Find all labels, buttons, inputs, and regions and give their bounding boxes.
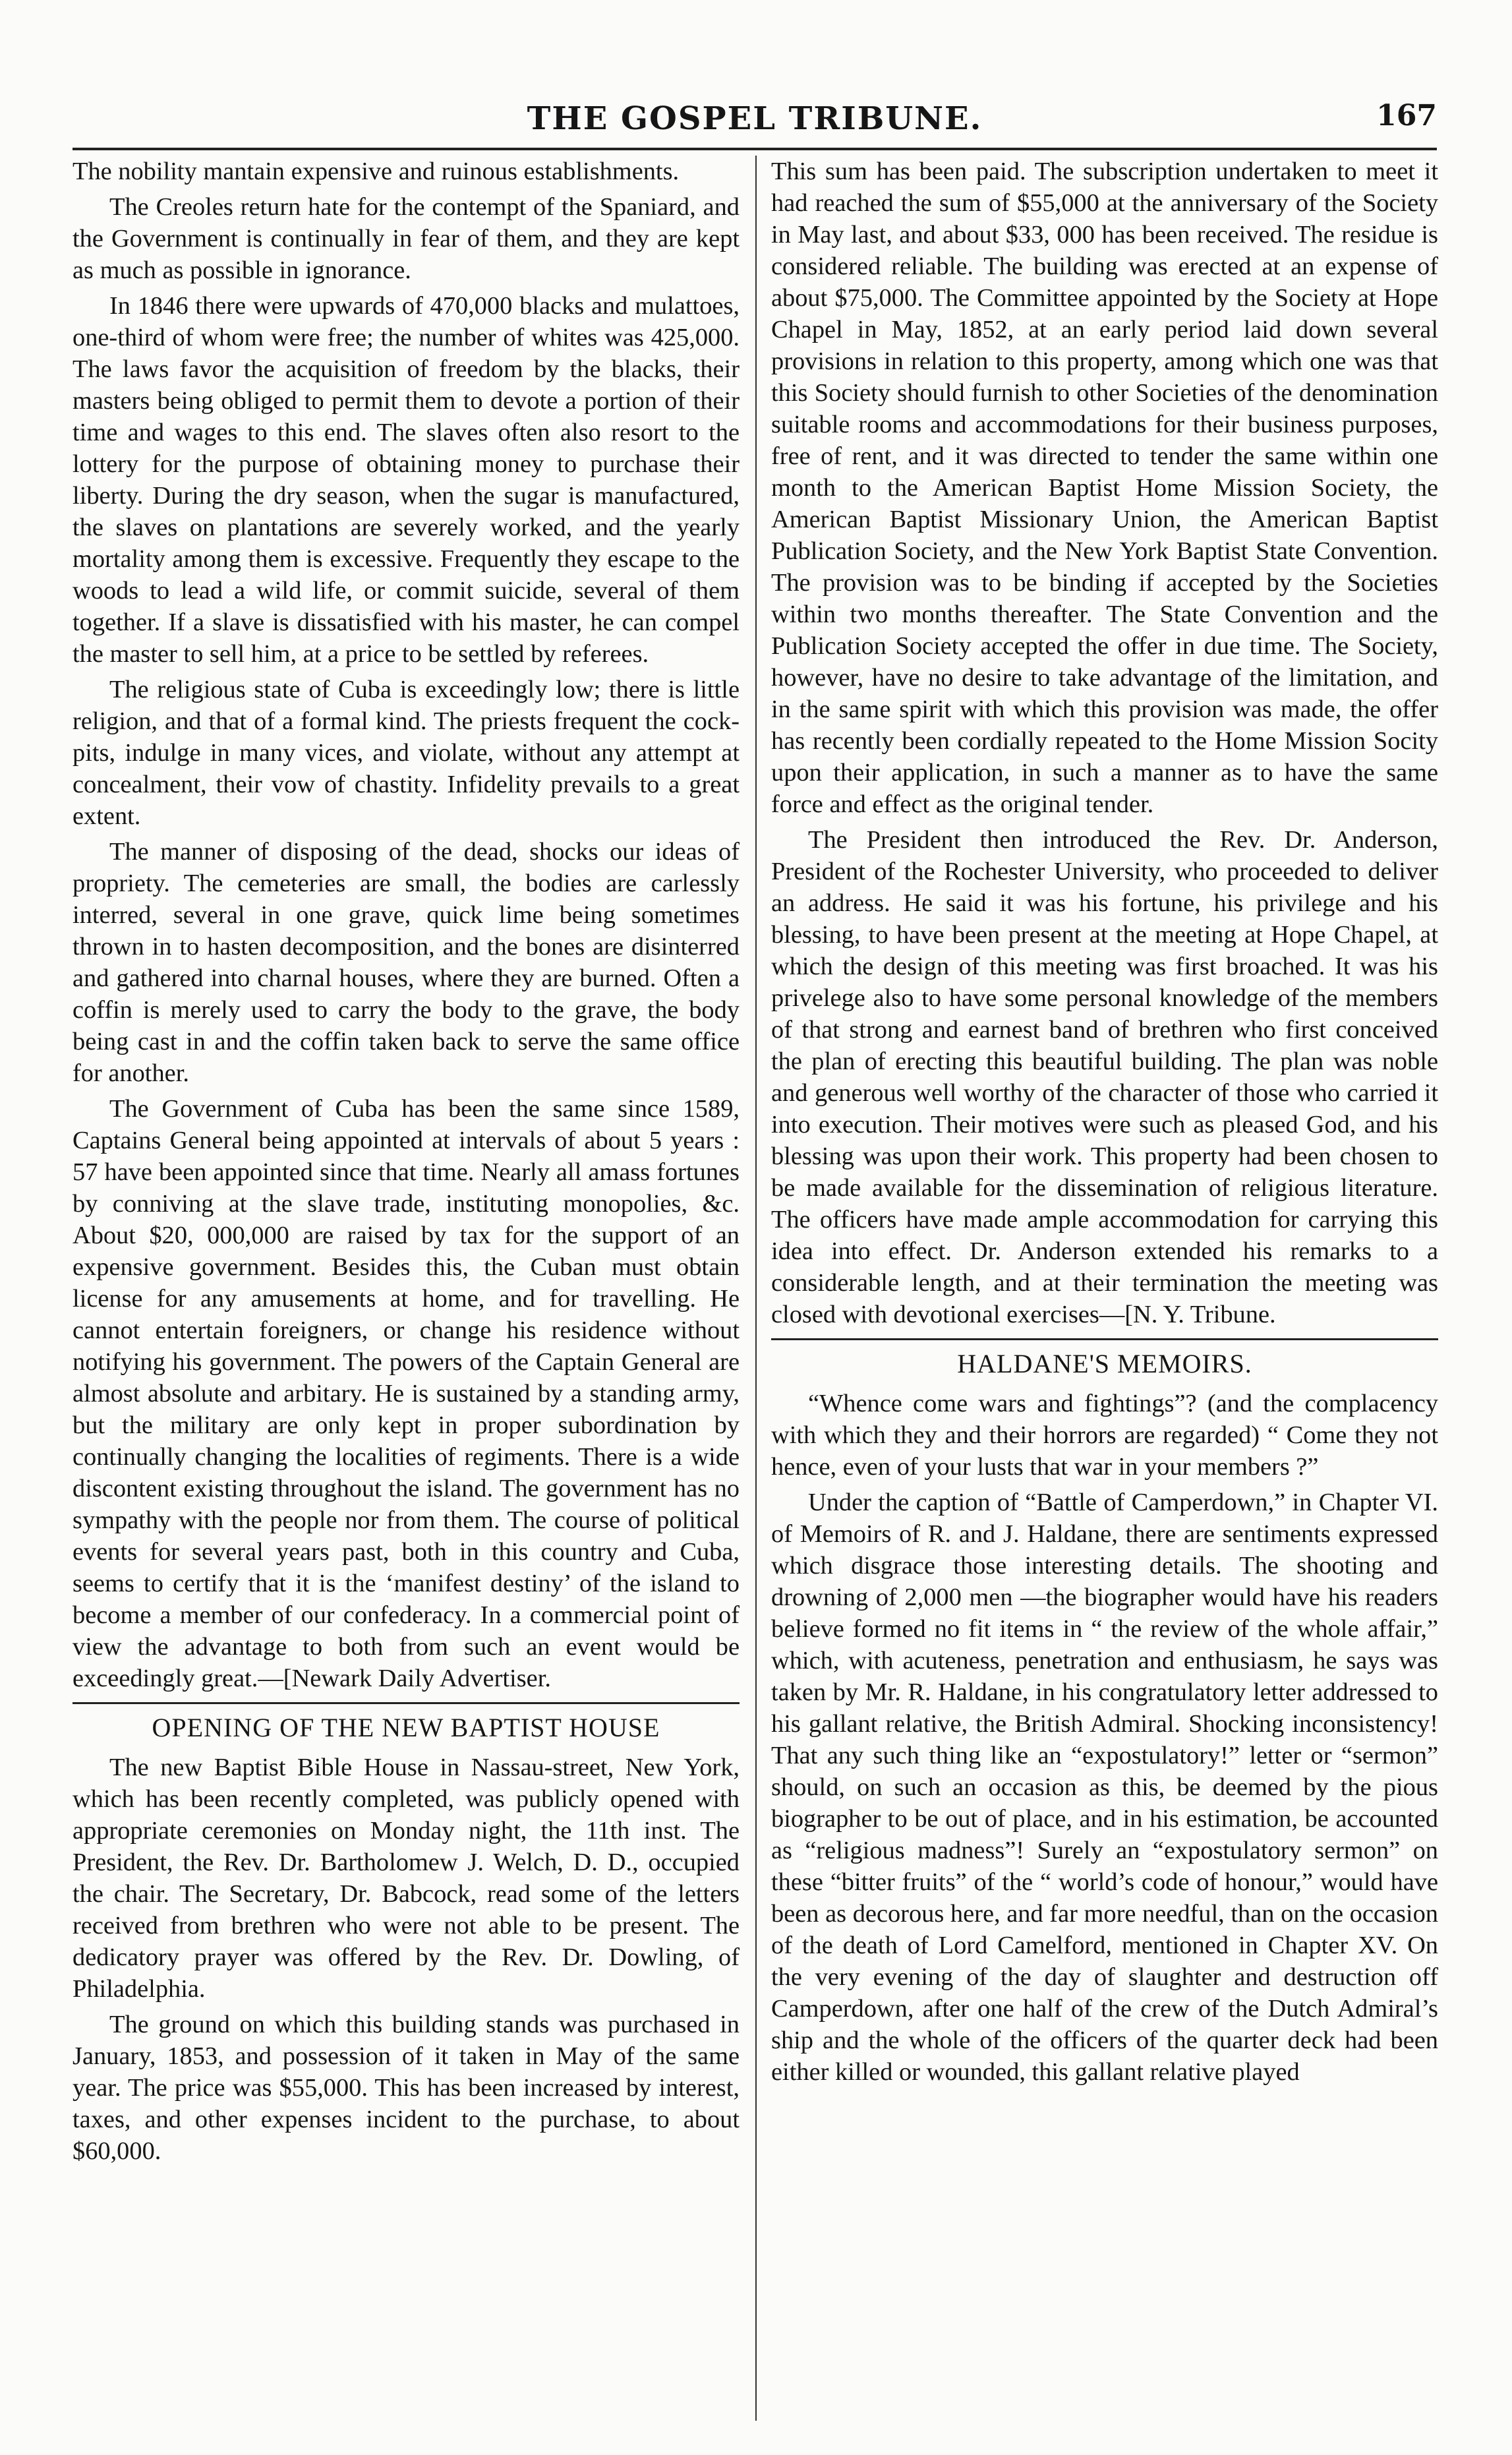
paragraph: The manner of disposing of the dead, shocks our ideas of propriety. The cemeteries are small, the bodies are carlessly interred, several in one grave, quick lime being sometimes thrown in to hasten decomposition, and the bones are disinterred and gathered into charnal houses, where they are burned. Often a coffin is merely used to carry the body to the grave, the body being cast in and the coffin taken back to serve the same office for another. bbox=[73, 838, 740, 1087]
header-rule bbox=[73, 148, 1437, 150]
paragraph: The ground on which this building stands was purchased in January, 1853, and possession of it taken in May of the same year. The price was $55,000. This has been increased by interest, taxes, and other expenses incident to the purchase, to about $60,000. bbox=[73, 2011, 740, 2165]
paragraph: Under the caption of “Battle of Camperdown,” in Chapter VI. of Memoirs of R. and J. Haldane, there are sentiments expressed which disgrace those interesting details. The shooting and drowning of 2,000 men —the biographer would have his readers believe formed no fit items in “ the review of the whole affair,” which, with acuteness, penetration and enthusiasm, he says was taken by Mr. R. Haldane, in his congratulatory letter addressed to his gallant relative, the British Admiral. Shocking inconsistency! That any such thing like an “expostulatory!” letter or “sermon” should, on such an occasion as this, be deemed by the pious biographer to be out of place, and in his estimation, be accounted as “religious madness”! Surely an “expostulatory sermon” on these “bitter fruits” of the “ world’s code of honour,” would have been as decorous here, and far more needful, than on the occasion of the death of Lord Camelford, mentioned in Chapter XV. On the very evening of the day of slaughter and destruction off Camperdown, after one half of the crew of the Dutch Admiral’s ship and the whole of the officers of the quarter deck had been either killed or wounded, this gallant relative played bbox=[771, 1489, 1438, 2086]
paragraph: The nobility mantain expensive and ruinous establishments. bbox=[73, 158, 680, 185]
paragraph: The Government of Cuba has been the same since 1589, Captains General being appointed at intervals of about 5 years : 57 have been appointed since that time. Nearly all amass fortunes by conniving at the slave trade, instituting monopolies, &c. About $20, 000,000 are raised by tax for the support of an expensive government. Besides this, the Cuban must obtain license for any amusements at home, and for travelling. He cannot entertain foreigners, or change his residence without notifying his government. The powers of the Captain General are almost absolute and arbitary. He is sustained by a standing army, but the military are only kept in proper subordination by continually changing the localities of regiments. There is a wide discontent existing throughout the island. The government has no sympathy with the people nor from them. The course of political events for several years past, both in this country and Cuba, seems to certify that it is the ‘manifest destiny’ of the island to become a member of our confederacy. In a commercial point of view the advantage to both from such an event would be exceedingly great.—[Newark Daily Advertiser. bbox=[73, 1095, 740, 1692]
section-heading: HALDANE'S MEMOIRS. bbox=[957, 1349, 1252, 1378]
paragraph: The religious state of Cuba is exceedingly low; there is little religion, and that of a formal kind. The priests frequent the cock-pits, indulge in many vices, and violate, without any attempt at concealment, their vow of chastity. Infidelity prevails to a great extent. bbox=[73, 676, 740, 830]
paragraph: The new Baptist Bible House in Nassau-street, New York, which has been recently completed, was publicly opened with appropriate ceremonies on Monday night, the 11th inst. The President, the Rev. Dr. Bartholomew J. Welch, D. D., occupied the chair. The Secretary, Dr. Babcock, read some of the letters received from brethren who were not able to be present. The dedicatory prayer was offered by the Rev. Dr. Dowling, of Philadelphia. bbox=[73, 1754, 740, 2003]
right-column bbox=[771, 156, 1438, 2092]
column-divider bbox=[755, 156, 757, 2421]
paragraph: This sum has been paid. The subscription undertaken to meet it had reached the sum of $55,000 at the anniversary of the Society in May last, and about $33, 000 has been received. The residue is considered reliable. The building was erected at an expense of about $75,000. The Committee appointed by the Society at Hope Chapel in May, 1852, at an early period laid down several provisions in relation to this property, among which one was that this Society should furnish to other Societies of the denomination suitable rooms and accommodations for their business purposes, free of rent, and it was directed to tender the same within one month to the American Baptist Home Mission Society, the American Baptist Missionary Union, the American Baptist Publication Society, and the New York Baptist State Convention. The provision was to be binding if accepted by the Societies within two months thereafter. The State Convention and the Publication Society accepted the offer in due time. The Society, however, have no desire to take advantage of the limitation, and in the same spirit with which this provision was made, the offer has recently been cordially repeated to the Home Mission Socity upon their application, in such a manner as to have the same force and effect as the original tender. bbox=[771, 158, 1438, 818]
left-column bbox=[73, 156, 740, 2171]
paragraph: In 1846 there were upwards of 470,000 blacks and mulattoes, one-third of whom were free; the number of whites was 425,000. The laws favor the acquisition of freedom by the blacks, their masters being obliged to permit them to devote a portion of their time and wages to this end. The slaves often also resort to the lottery for the purpose of obtaining money to purchase their liberty. During the dry season, when the sugar is manufactured, the slaves on plantations are severely worked, and the yearly mortality among them is excessive. Frequently they escape to the woods to lead a wild life, or commit suicide, several of them together. If a slave is dissatisfied with his master, he can compel the master to sell him, at a price to be settled by referees. bbox=[73, 292, 740, 668]
paragraph: The Creoles return hate for the contempt of the Spaniard, and the Government is continually in fear of them, and they are kept as much as possible in ignorance. bbox=[73, 193, 740, 284]
page-number: 167 bbox=[1376, 99, 1437, 133]
page-header bbox=[73, 99, 1437, 145]
running-title: THE GOSPEL TRIBUNE. bbox=[527, 100, 983, 137]
paragraph: The President then introduced the Rev. Dr. Anderson, President of the Rochester University, who proceeded to deliver an address. He said it was his fortune, his privilege and his blessing, to have been present at the meeting at Hope Chapel, at which the design of this meeting was first broached. It was his privelege also to have some personal knowledge of the members of that strong and earnest band of brethren who first conceived the plan of erecting this beautiful building. The plan was noble and generous well worthy of the character of those who carried it into execution. Their motives were such as pleased God, and his blessing was upon their work. This property had been chosen to be made available for the dissemination of religious literature. The officers have made ample accommodation for carrying this idea into effect. Dr. Anderson extended his remarks to a considerable length, and at their termination the meeting was closed with devotional exercises—[N. Y. Tribune. bbox=[771, 826, 1438, 1328]
section-heading: OPENING OF THE NEW BAPTIST HOUSE bbox=[152, 1713, 660, 1742]
paragraph: “Whence come wars and fightings”? (and the complacency with which they and their horrors are regarded) “ Come they not hence, even of your lusts that war in your members ?” bbox=[771, 1390, 1438, 1481]
section-rule bbox=[73, 1702, 740, 1704]
section-rule bbox=[771, 1338, 1438, 1340]
